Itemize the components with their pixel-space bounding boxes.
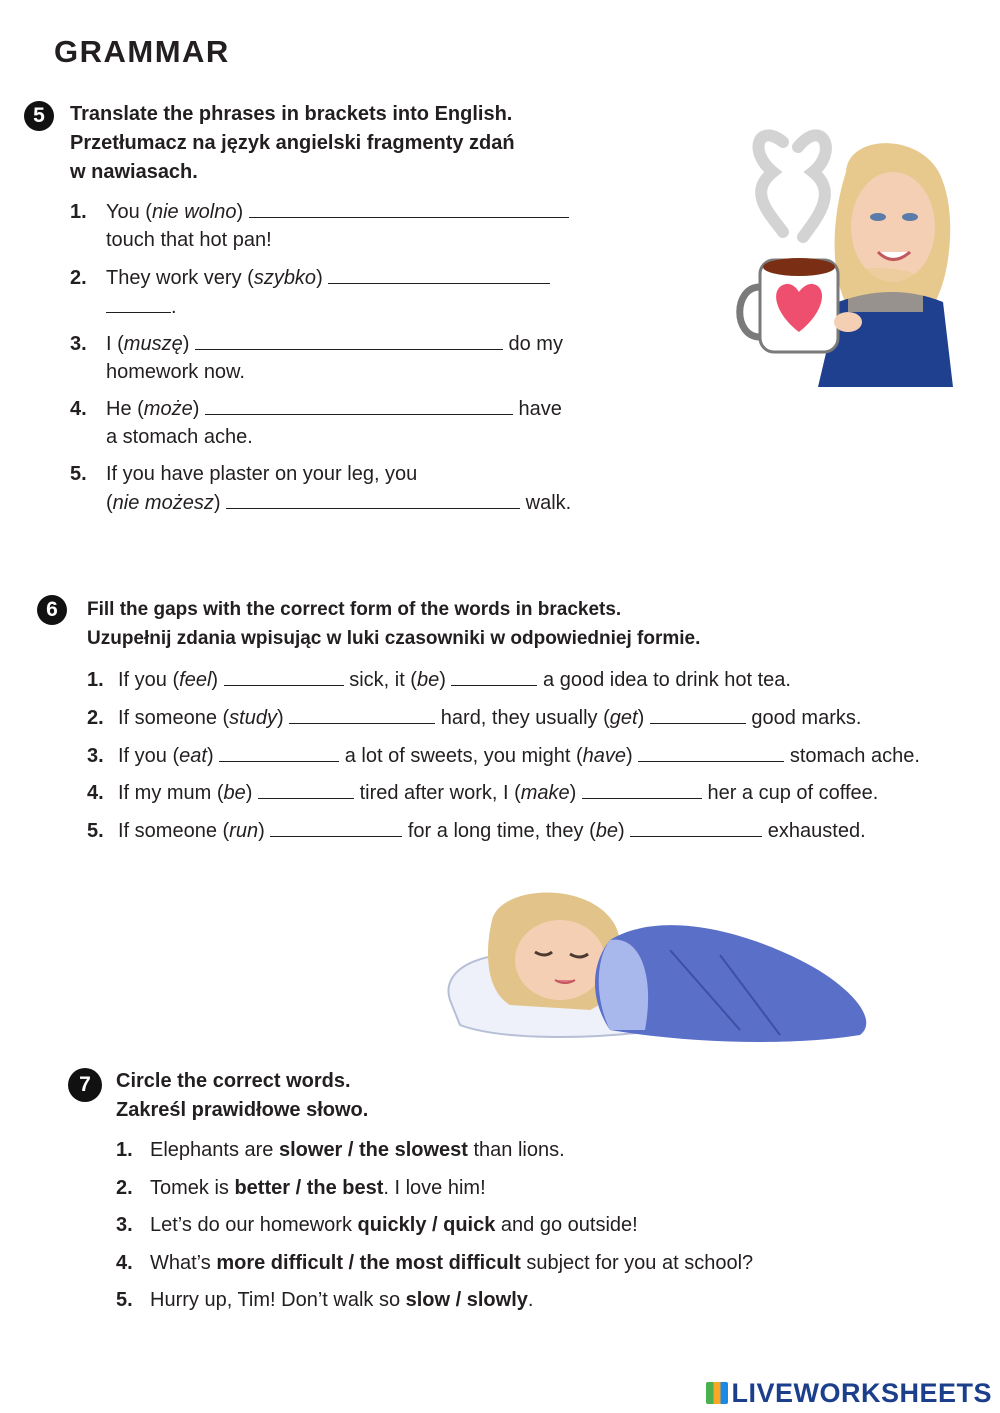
- instruction-en: Circle the correct words.: [116, 1070, 351, 1092]
- exercise-5-item-3: 3. I (muszę) do my homework now.: [70, 329, 563, 386]
- answer-gap[interactable]: [219, 741, 339, 762]
- answer-gap[interactable]: [328, 263, 550, 284]
- exercise-7-item-3: 3. Let’s do our homework quickly / quick and go outside!: [116, 1214, 638, 1236]
- exercise-5-instructions: [70, 100, 515, 187]
- exercise-6-number: 6: [37, 595, 67, 625]
- exercise-6-instructions: [87, 595, 700, 653]
- answer-gap[interactable]: [650, 703, 746, 724]
- exercise-6-item-2: 2. If someone (study) hard, they usually (get) good marks.: [87, 703, 861, 732]
- answer-gap[interactable]: [258, 778, 354, 799]
- instruction-en: Fill the gaps with the correct form of the words in brackets.: [87, 599, 622, 620]
- exercise-7-item-2: 2. Tomek is better / the best. I love him!: [116, 1177, 486, 1199]
- exercise-5-item-1: 1. You (nie wolno) touch that hot pan!: [70, 197, 569, 254]
- answer-gap[interactable]: [630, 816, 762, 837]
- answer-gap[interactable]: [106, 292, 171, 313]
- woman-sleeping-under-blanket-illustration: [440, 880, 880, 1050]
- exercise-5-item-2: 2. They work very (szybko) .: [70, 263, 550, 321]
- answer-gap[interactable]: [451, 665, 537, 686]
- liveworksheets-logo[interactable]: LIVEWORKSHEETS: [706, 1378, 992, 1409]
- liveworksheets-icon: [706, 1382, 728, 1404]
- answer-gap[interactable]: [270, 816, 402, 837]
- exercise-6-item-1: 1. If you (feel) sick, it (be) a good idea to drink hot tea.: [87, 665, 791, 694]
- answer-gap[interactable]: [638, 741, 784, 762]
- answer-gap[interactable]: [226, 488, 520, 509]
- instruction-pl-cont: w nawiasach.: [70, 161, 198, 183]
- exercise-5-item-5: 5. If you have plaster on your leg, you (nie możesz) walk.: [70, 463, 572, 514]
- word-choice[interactable]: slow / slowly: [405, 1289, 528, 1311]
- exercise-7-item-1: 1. Elephants are slower / the slowest than lions.: [116, 1139, 565, 1161]
- exercise-6-item-3: 3. If you (eat) a lot of sweets, you might (have) stomach ache.: [87, 741, 920, 770]
- instruction-en: Translate the phrases in brackets into English.: [70, 103, 513, 125]
- exercise-7-item-5: 5. Hurry up, Tim! Don’t walk so slow / slowly.: [116, 1289, 534, 1311]
- answer-gap[interactable]: [205, 394, 513, 415]
- exercise-7-instructions: [116, 1067, 368, 1125]
- answer-gap[interactable]: [582, 778, 702, 799]
- exercise-5-number: 5: [24, 101, 54, 131]
- exercise-7-number: 7: [68, 1068, 102, 1102]
- word-choice[interactable]: better / the best: [234, 1177, 384, 1199]
- answer-gap[interactable]: [249, 197, 569, 218]
- exercise-6-item-5: 5. If someone (run) for a long time, they (be) exhausted.: [87, 816, 866, 845]
- woman-with-heart-mug-illustration: [728, 112, 968, 390]
- answer-gap[interactable]: [289, 703, 435, 724]
- answer-gap[interactable]: [224, 665, 344, 686]
- exercise-7-item-4: 4. What’s more difficult / the most difficult subject for you at school?: [116, 1252, 754, 1274]
- instruction-pl: Zakreśl prawidłowe słowo.: [116, 1099, 369, 1121]
- exercise-6-item-4: 4. If my mum (be) tired after work, I (make) her a cup of coffee.: [87, 778, 878, 807]
- word-choice[interactable]: more difficult / the most difficult: [216, 1252, 521, 1274]
- exercise-5-item-4: 4. He (może) have a stomach ache.: [70, 394, 562, 451]
- word-choice[interactable]: slower / the slowest: [278, 1139, 468, 1161]
- word-choice[interactable]: quickly / quick: [357, 1214, 496, 1236]
- instruction-pl: Przetłumacz na język angielski fragmenty zdań: [70, 132, 515, 154]
- instruction-pl: Uzupełnij zdania wpisując w luki czasowniki w odpowiedniej formie.: [87, 628, 701, 649]
- page-title: GRAMMAR: [54, 34, 230, 69]
- answer-gap[interactable]: [195, 329, 503, 350]
